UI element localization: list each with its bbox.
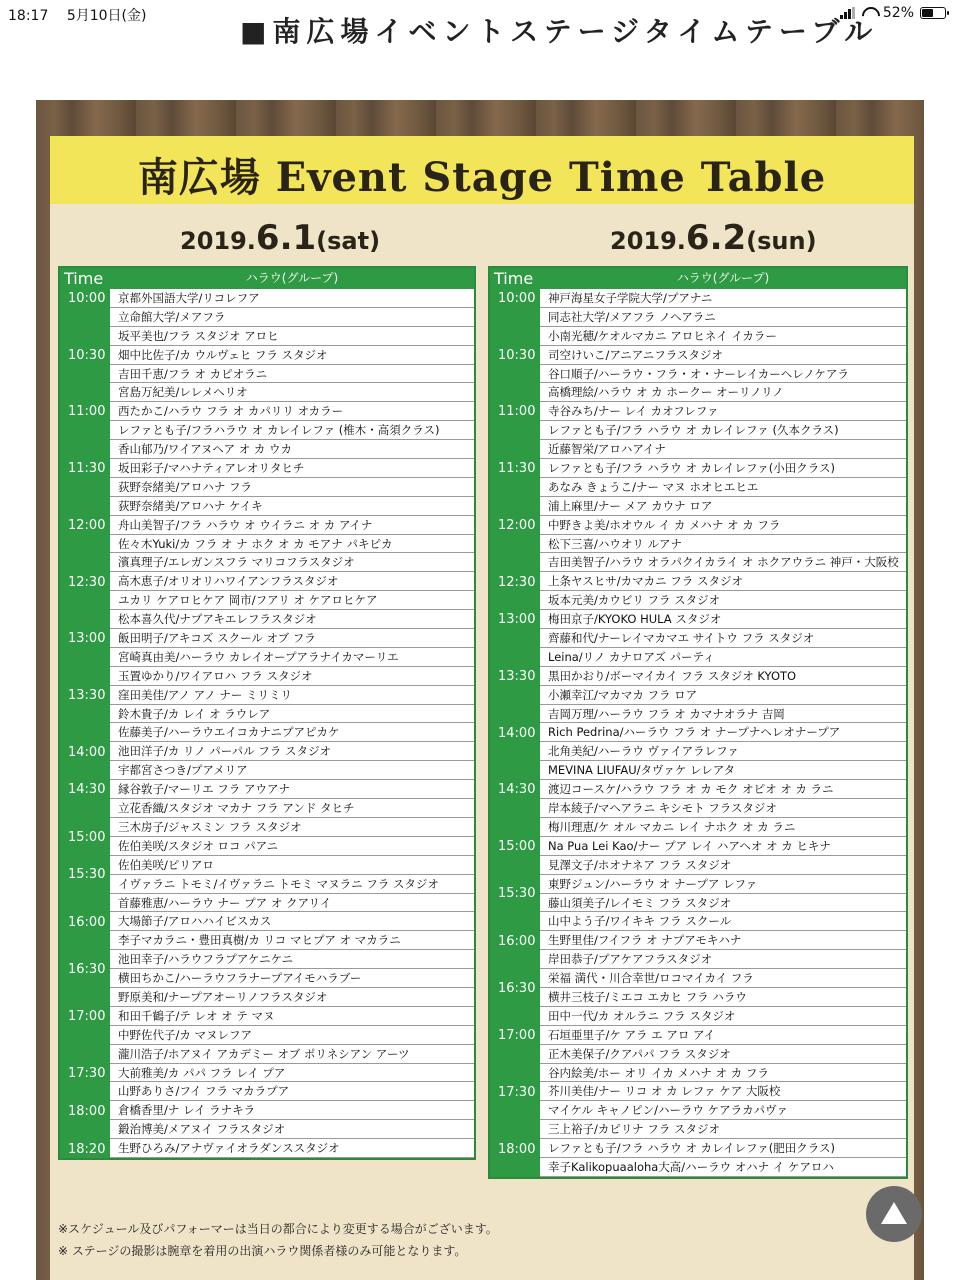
table-row: 立花香織/スタジオ マカナ フラ アンド タヒチ bbox=[110, 799, 474, 818]
table-row: 荻野奈緒美/アロハナ ケイキ bbox=[110, 497, 474, 516]
table-row: 池田洋子/カ リノ パーパル フラ スタジオ bbox=[110, 742, 474, 761]
poster-notes bbox=[58, 1218, 498, 1262]
day2-date bbox=[610, 218, 817, 258]
table-row: 上条ヤスヒサ/カマカニ フラ スタジオ bbox=[540, 572, 906, 591]
table-row: 鍛治博美/メアヌイ フラスタジオ bbox=[110, 1120, 474, 1139]
battery-fill bbox=[922, 9, 933, 17]
time-slot-label: 13:30 bbox=[68, 687, 106, 703]
table-row: 中野佐代子/カ マヌレフア bbox=[110, 1026, 474, 1045]
day1-date-main: 6.1 bbox=[255, 218, 317, 258]
table-row: 大場節子/アロハハイビスカス bbox=[110, 912, 474, 931]
table-row: 生野里佳/フイフラ オ ナプアモキハナ bbox=[540, 931, 906, 950]
table-row: 司空けいこ/アニアニフラスタジオ bbox=[540, 346, 906, 365]
table-row: レファとも子/フラ ハラウ オ カレイレファ(肥田クラス) bbox=[540, 1139, 906, 1158]
table-row: 大前雅美/カ パパ フラ レイ プア bbox=[110, 1064, 474, 1083]
table-row: 谷口順子/ハーラウ・フラ・オ・ナーレイカーヘレノケアラ bbox=[540, 365, 906, 384]
table-row: 佐伯美咲/スタジオ ロコ パアニ bbox=[110, 837, 474, 856]
time-slot-label: 13:00 bbox=[68, 631, 106, 647]
table-row: 齊藤和代/ナーレイマカマエ サイトウ フラ スタジオ bbox=[540, 629, 906, 648]
time-slot-label: 17:30 bbox=[498, 1084, 536, 1100]
time-slot-label: 12:30 bbox=[68, 574, 106, 590]
time-slot-label: 10:30 bbox=[498, 347, 536, 363]
table-row: 荻野奈緒美/アロハナ フラ bbox=[110, 478, 474, 497]
time-slot-label: 14:00 bbox=[498, 725, 536, 741]
day2-table bbox=[488, 266, 908, 1179]
table-row: 谷内絵美/ホー オリ イカ メハナ オ カ フラ bbox=[540, 1064, 906, 1083]
day2-header-group: ハラウ(グループ) bbox=[676, 271, 770, 285]
table-row: 松本喜久代/ナプアキエレフラスタジオ bbox=[110, 610, 474, 629]
table-row: 和田千鶴子/テ レオ オ テ マヌ bbox=[110, 1007, 474, 1026]
table-row: 生野ひろみ/アナヴァイオラダンススタジオ bbox=[110, 1139, 474, 1158]
table-row: レファとも子/フラ ハラウ オ カレイレファ (久本クラス) bbox=[540, 421, 906, 440]
table-row: 坂田彩子/マハナティアレオリタヒチ bbox=[110, 459, 474, 478]
table-row: 神戸海星女子学院大学/プアナニ bbox=[540, 289, 906, 308]
table-row: 中野きよ美/ホオウル イ カ メハナ オ カ フラ bbox=[540, 516, 906, 535]
table-row: 三木房子/ジャスミン フラ スタジオ bbox=[110, 818, 474, 837]
table-row: 飯田明子/アキコズ スクール オブ フラ bbox=[110, 629, 474, 648]
table-row: 立命館大学/メアフラ bbox=[110, 308, 474, 327]
table-row: 首藤雅恵/ハーラウ ナー プア オ クアリイ bbox=[110, 894, 474, 913]
table-row: 幸子Kalikopuaaloha大高/ハーラウ オハナ イ ケアロハ bbox=[540, 1158, 906, 1177]
day1-header-time: Time bbox=[64, 269, 104, 288]
table-row: MEVINA LIUFAU/タヴァケ レレアタ bbox=[540, 761, 906, 780]
table-row: 宮島万紀美/レレメヘリオ bbox=[110, 383, 474, 402]
day2-table-header bbox=[490, 268, 906, 289]
table-row: 横井三枝子/ミエコ エカヒ フラ ハラウ bbox=[540, 988, 906, 1007]
day1-entry-column bbox=[110, 289, 474, 1158]
poster-title: 南広場 Event Stage Time Table bbox=[137, 154, 827, 201]
table-row: Na Pua Lei Kao/ナー プア レイ ハアヘオ オ カ ヒキナ bbox=[540, 837, 906, 856]
table-row: マイケル キャノピン/ハーラウ ケアラカパヴァ bbox=[540, 1101, 906, 1120]
table-row: Leina/リノ カナロアズ パーティ bbox=[540, 648, 906, 667]
poster-paper bbox=[50, 136, 914, 1280]
table-row: 野原美和/ナープアオーリノフラスタジオ bbox=[110, 988, 474, 1007]
status-left bbox=[8, 5, 146, 25]
table-row: 倉橋香里/ナ レイ ラナキラ bbox=[110, 1101, 474, 1120]
table-row: 高木恵子/オリオリハワイアンフラスタジオ bbox=[110, 572, 474, 591]
time-slot-label: 15:30 bbox=[498, 886, 536, 902]
table-row: 寺谷みち/ナー レイ カオフレファ bbox=[540, 402, 906, 421]
table-row: 吉田美智子/ハラウ オラパクイカライ オ ホクアウラニ 神戸・大阪校 bbox=[540, 553, 906, 572]
day1-table-header bbox=[60, 268, 474, 289]
time-slot-label: 18:00 bbox=[68, 1103, 106, 1119]
table-row: 玉置ゆかり/ワイアロハ フラ スタジオ bbox=[110, 667, 474, 686]
table-row: 正木美保子/クアパパ フラ スタジオ bbox=[540, 1045, 906, 1064]
table-row: 瀧川浩子/ホアヌイ アカデミー オブ ポリネシアン アーツ bbox=[110, 1045, 474, 1064]
time-slot-label: 11:30 bbox=[498, 461, 536, 477]
table-row: レファとも子/フラ ハラウ オ カレイレファ(小田クラス) bbox=[540, 459, 906, 478]
table-row: 坂本元美/カウビリ フラ スタジオ bbox=[540, 591, 906, 610]
battery-icon bbox=[920, 7, 946, 19]
table-row: 宇都宮さつき/プアメリア bbox=[110, 761, 474, 780]
day2-date-main: 6.2 bbox=[685, 218, 747, 258]
table-row: 近藤智栄/アロハアイナ bbox=[540, 440, 906, 459]
table-row: 北角美紀/ハーラウ ヴァイアラレファ bbox=[540, 742, 906, 761]
time-slot-label: 18:00 bbox=[498, 1141, 536, 1157]
table-row: 鈴木貴子/カ レイ オ ラウレア bbox=[110, 705, 474, 724]
day1-date bbox=[180, 218, 380, 258]
poster-banner bbox=[50, 136, 914, 204]
day1-date-year: 2019. bbox=[180, 227, 256, 255]
table-row: 小南光穂/ケオルマカニ アロヒネイ イカラー bbox=[540, 327, 906, 346]
note-photography: ※ ステージの撮影は腕章を着用の出演ハラウ関係者様のみ可能となります。 bbox=[58, 1244, 467, 1258]
table-row: 同志社大学/メアフラ ノヘアラニ bbox=[540, 308, 906, 327]
time-slot-label: 10:00 bbox=[68, 291, 106, 306]
table-row: 岸田恭子/プアケアフラスタジオ bbox=[540, 950, 906, 969]
time-slot-label: 14:30 bbox=[68, 782, 106, 798]
page-heading-text: ■南広場イベントステージタイムテーブル bbox=[240, 15, 879, 48]
table-row: 浦上麻里/ナー メア カウナ ロア bbox=[540, 497, 906, 516]
table-row: あなみ きょうこ/ナー マヌ ホオヒエヒエ bbox=[540, 478, 906, 497]
time-slot-label: 12:00 bbox=[498, 517, 536, 533]
day2-time-column bbox=[490, 289, 540, 1177]
time-slot-label: 18:20 bbox=[68, 1141, 106, 1157]
page-heading-clipped bbox=[240, 6, 879, 48]
status-time: 18:17 bbox=[8, 8, 49, 24]
table-row: 松下三喜/ハウオリ ルアナ bbox=[540, 535, 906, 554]
day1-header-group: ハラウ(グループ) bbox=[245, 271, 339, 285]
table-row: 小瀬幸江/マカマカ フラ ロア bbox=[540, 686, 906, 705]
table-row: 高橋理絵/ハラウ オ カ ホークー オーリノリノ bbox=[540, 383, 906, 402]
table-row: ユカリ ケアロヒケア 岡市/フアリ オ ケアロヒケア bbox=[110, 591, 474, 610]
time-slot-label: 15:30 bbox=[68, 867, 106, 883]
table-row: 李子マカラニ・豊田真樹/カ リコ マヒプア オ マカラニ bbox=[110, 931, 474, 950]
time-slot-label: 10:30 bbox=[68, 347, 106, 363]
time-slot-label: 15:00 bbox=[498, 839, 536, 855]
battery-percent: 52% bbox=[882, 5, 914, 21]
day1-table bbox=[58, 266, 476, 1160]
time-slot-label: 13:30 bbox=[498, 669, 536, 684]
table-row: 山野ありさ/フイ フラ マカラプア bbox=[110, 1082, 474, 1101]
table-row: 石垣亜里子/ケ アラ エ アロ アイ bbox=[540, 1026, 906, 1045]
table-row: 畑中比佐子/カ ウルヴェヒ フラ スタジオ bbox=[110, 346, 474, 365]
day2-entry-column bbox=[540, 289, 906, 1177]
table-row: 梅川理恵/ケ オル マカニ レイ ナホク オ カ ラニ bbox=[540, 818, 906, 837]
table-row: 横田ちかこ/ハーラウフラナープアイモハラブー bbox=[110, 969, 474, 988]
table-row: 藤山須美子/レイモミ フラ スタジオ bbox=[540, 894, 906, 913]
table-row: 坂平美也/フラ スタジオ アロヒ bbox=[110, 327, 474, 346]
day2-table-body bbox=[490, 289, 906, 1177]
table-row: 岸本綾子/マヘアラニ キシモト フラスタジオ bbox=[540, 799, 906, 818]
table-row: レファとも子/フラハラウ オ カレイレファ (椎木・高須クラス) bbox=[110, 421, 474, 440]
day1-date-weekday: (sat) bbox=[316, 227, 381, 255]
table-row: 東野ジュン/ハーラウ オ ナープア レファ bbox=[540, 875, 906, 894]
table-row: 香山郁乃/ワイアヌヘア オ カ ウカ bbox=[110, 440, 474, 459]
table-row: 芥川美佳/ナー リコ オ カ レファ ケア 大阪校 bbox=[540, 1082, 906, 1101]
table-row: 渡辺コースケ/ハラウ フラ オ カ モク オピオ オ カ ラニ bbox=[540, 780, 906, 799]
table-row: 京都外国語大学/リコレフア bbox=[110, 289, 474, 308]
time-slot-label: 15:00 bbox=[68, 829, 106, 845]
status-date: 5月10日(金) bbox=[66, 8, 147, 24]
table-row: 縁谷敦子/マーリエ フラ アウアナ bbox=[110, 780, 474, 799]
time-slot-label: 17:00 bbox=[68, 1009, 106, 1025]
time-slot-label: 11:00 bbox=[498, 404, 536, 420]
time-slot-label: 14:30 bbox=[498, 782, 536, 798]
table-row: 濱真理子/エレガンスフラ マリコフラスタジオ bbox=[110, 553, 474, 572]
table-row: 山中よう子/ワイキキ フラ スクール bbox=[540, 912, 906, 931]
table-row: 田中一代/カ オルラニ フラ スタジオ bbox=[540, 1007, 906, 1026]
time-slot-label: 16:30 bbox=[68, 961, 106, 977]
table-row: 佐伯美咲/ピリアロ bbox=[110, 856, 474, 875]
time-slot-label: 14:00 bbox=[68, 744, 106, 760]
day2-header-time: Time bbox=[494, 269, 534, 288]
note-schedule-change: ※スケジュール及びパフォーマーは当日の都合により変更する場合がございます。 bbox=[58, 1222, 498, 1236]
time-slot-label: 16:00 bbox=[498, 933, 536, 949]
time-slot-label: 10:00 bbox=[498, 291, 536, 306]
table-row: 佐々木Yuki/カ フラ オ ナ ホク オ カ モアナ パキピカ bbox=[110, 535, 474, 554]
time-slot-label: 17:30 bbox=[68, 1065, 106, 1081]
day2-date-year: 2019. bbox=[610, 227, 686, 255]
table-row: 吉岡万理/ハーラウ フラ オ カマナオラナ 吉岡 bbox=[540, 705, 906, 724]
table-row: 栄福 満代・川合幸世/ロコマイカイ フラ bbox=[540, 969, 906, 988]
time-slot-label: 11:00 bbox=[68, 404, 106, 420]
table-row: 舟山美智子/フラ ハラウ オ ウイラニ オ カ アイナ bbox=[110, 516, 474, 535]
table-row: 西たかこ/ハラウ フラ オ カパリリ オカラー bbox=[110, 402, 474, 421]
table-row: 黒田かおり/ボーマイカイ フラ スタジオ KYOTO bbox=[540, 667, 906, 686]
table-row: 池田幸子/ハラウフラプアケニケニ bbox=[110, 950, 474, 969]
time-slot-label: 11:30 bbox=[68, 461, 106, 477]
time-slot-label: 12:00 bbox=[68, 517, 106, 533]
table-row: 佐藤美子/ハーラウエイコカナニプアピカケ bbox=[110, 723, 474, 742]
time-slot-label: 16:00 bbox=[68, 914, 106, 930]
day2-date-weekday: (sun) bbox=[746, 227, 817, 255]
timetable-poster bbox=[36, 100, 924, 1280]
day1-table-body bbox=[60, 289, 474, 1158]
table-row: 宮崎真由美/ハーラウ カレイオープアラナイカマーリエ bbox=[110, 648, 474, 667]
time-slot-label: 13:00 bbox=[498, 612, 536, 628]
table-row: 吉田千恵/フラ オ カピオラニ bbox=[110, 365, 474, 384]
table-row: Rich Pedrina/ハーラウ フラ オ ナープナヘレオナープア bbox=[540, 723, 906, 742]
table-row: 三上裕子/カピリナ フラ スタジオ bbox=[540, 1120, 906, 1139]
table-row: イヴァラニ トモミ/イヴァラニ トモミ マヌラニ フラ スタジオ bbox=[110, 875, 474, 894]
time-slot-label: 12:30 bbox=[498, 574, 536, 590]
scroll-to-top-button[interactable] bbox=[866, 1186, 922, 1242]
time-slot-label: 16:30 bbox=[498, 980, 536, 996]
table-row: 梅田京子/KYOKO HULA スタジオ bbox=[540, 610, 906, 629]
day1-time-column bbox=[60, 289, 110, 1158]
table-row: 見澤文子/ホオナネア フラ スタジオ bbox=[540, 856, 906, 875]
time-slot-label: 17:00 bbox=[498, 1028, 536, 1044]
table-row: 窪田美佳/アノ アノ ナー ミリミリ bbox=[110, 686, 474, 705]
